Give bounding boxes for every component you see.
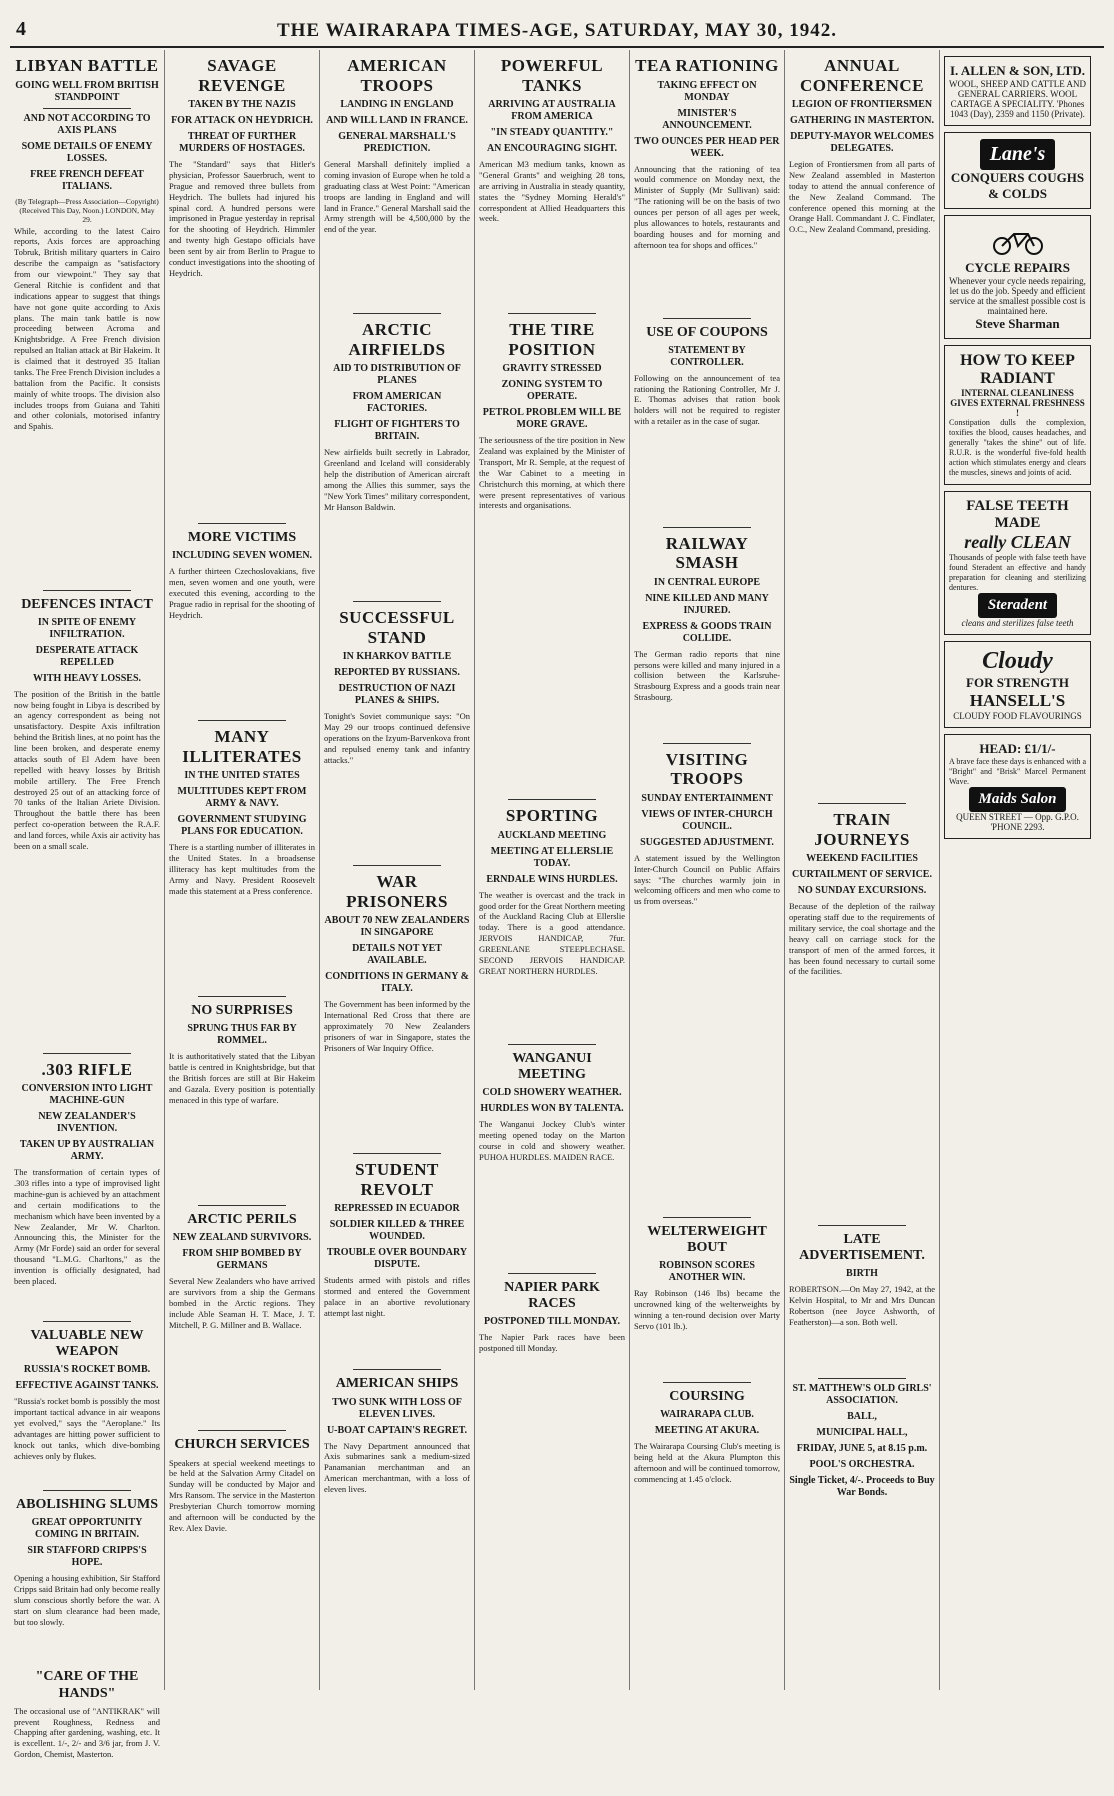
ad-text: A brave face these days is enhanced with a "Bright" and "Brisk" Marcel Permanent Wave. [949, 757, 1086, 786]
event-line: Single Ticket, 4/-. Proceeds to Buy War Bonds. [789, 1475, 935, 1499]
article-body: The Navy Department announced that Axis submarines sank a medium-sized Panamanian merchantman and an American merchantman, with a loss of eleven lives. [324, 1440, 470, 1495]
column-6 [785, 50, 940, 1690]
subhead: FROM AMERICAN FACTORIES. [352, 391, 442, 415]
subhead: IN KHARKOV BATTLE [342, 651, 452, 663]
headline: POWERFUL TANKS [500, 56, 604, 95]
subhead: INCLUDING SEVEN WOMEN. [171, 550, 313, 562]
headline: TRAIN JOURNEYS [814, 810, 910, 849]
subhead: PETROL PROBLEM WILL BE MORE GRAVE. [482, 407, 622, 431]
article-body: While, according to the latest Cairo reports, Axis forces are approaching Tobruk, British military quarters in Cairo describe the campaign as "satisfactory from our viewpoint." They say that General Ritchie is confident and that indications appear to suggest that things have not gone quite according to Axis plans. The main tank battle is now proceeding between Acroma and Knightsbridge. A Free French division repulsed an Italian attack at Bir Hakeim. It is claimed that it destroyed 35 Italian tanks. The Free French Division includes a battalion from the Pacific. It consists mainly of white troops. The division also includes troops from Guiana and Tahiti and other colonials, motorised infantry and Spahis. [14, 225, 160, 432]
ad-head: HEAD: £1/1/- [979, 741, 1056, 756]
divider [198, 996, 286, 997]
subhead: NINE KILLED AND MANY INJURED. [645, 592, 769, 616]
divider [353, 313, 441, 314]
subhead: ERNDALE WINS HURDLES. [486, 873, 618, 885]
subhead: ABOUT 70 NEW ZEALANDERS IN SINGAPORE [324, 915, 470, 939]
subhead: SUNDAY ENTERTAINMENT [641, 792, 773, 804]
ad-subtitle: INTERNAL CLEANLINESS GIVES EXTERNAL FRESHNESS ! [950, 388, 1085, 418]
subhead: SPRUNG THUS FAR BY ROMMEL. [187, 1023, 297, 1047]
headline: CHURCH SERVICES [174, 1437, 310, 1453]
headline: USE OF COUPONS [646, 324, 768, 340]
divider [198, 1205, 286, 1206]
headline: AMERICAN TROOPS [347, 56, 447, 95]
dateline: (By Telegraph—Press Association—Copyright) (Received This Day, Noon.) LONDON, May 29. [15, 196, 159, 224]
subhead: DESTRUCTION OF NAZI PLANES & SHIPS. [338, 683, 456, 707]
divider [508, 313, 596, 314]
subhead: MEETING AT AKURA. [654, 1425, 760, 1437]
headline: ARCTIC AIRFIELDS [348, 320, 446, 359]
steradent-ad [944, 491, 1091, 635]
subhead: THREAT OF FURTHER MURDERS OF HOSTAGES. [179, 131, 305, 155]
ad-name: Steve Sharman [975, 316, 1060, 331]
subhead: MINISTER'S ANNOUNCEMENT. [662, 107, 752, 131]
subhead: EXPRESS & GOODS TRAIN COLLIDE. [642, 620, 772, 644]
article-body: The German radio reports that nine persons were killed and many injured in a collision between the Karlsruhe-Strasbourg Express and a goods train near Strasbourg. [634, 648, 780, 703]
headline: VISITING TROOPS [665, 749, 749, 789]
subhead: LANDING IN ENGLAND [340, 99, 454, 111]
subhead: TAKING EFFECT ON MONDAY [657, 79, 757, 103]
headline: .303 RIFLE [41, 1059, 133, 1079]
divider [353, 1153, 441, 1154]
event-line: POOL'S ORCHESTRA. [809, 1459, 915, 1471]
bicycle-icon [988, 226, 1048, 256]
event-line: MUNICIPAL HALL, [816, 1427, 908, 1439]
article-body: The transformation of certain types of .303 rifles into a type of improvised light machine-gun is achieved by an attachment and certain modifications to the mechanism which have been invented by a New Zealander, Mr W. Charlton. Announcing this, the Minister for the Army (Mr Forde) said an order for several thousand "L.M.G. Charltons," as the invention is officially designated, had been placed. [14, 1167, 160, 1286]
subhead: FREE FRENCH DEFEAT ITALIANS. [30, 168, 144, 192]
subhead: GREAT OPPORTUNITY COMING IN BRITAIN. [31, 1517, 143, 1541]
divider [818, 1225, 906, 1226]
article-body: Following on the announcement of tea rationing the Rationing Controller, Mr J. E. Thomas advises that ration book holders will not be required to register with a retailer as in the case of sugar. [634, 372, 780, 427]
article-body: Ray Robinson (146 lbs) became the uncrowned king of the welterweights by winning a ten-round decision over Marty Servo (101 lb.). [634, 1288, 780, 1331]
subhead: COLD SHOWERY WEATHER. [482, 1086, 622, 1098]
subhead: CURTAILMENT OF SERVICE. [792, 869, 932, 881]
ad-subtitle: FOR STRENGTH [966, 675, 1069, 690]
divider [353, 865, 441, 866]
headline: DEFENCES INTACT [21, 596, 153, 612]
subhead: GENERAL MARSHALL'S PREDICTION. [338, 131, 456, 155]
subhead: GOVERNMENT STUDYING PLANS FOR EDUCATION. [177, 814, 307, 838]
headline: VALUABLE NEW WEAPON [30, 1328, 144, 1360]
ad-title: FALSE TEETH MADE [966, 498, 1069, 531]
headline: COURSING [669, 1389, 745, 1405]
subhead: AND WILL LAND IN FRANCE. [326, 115, 468, 127]
headline: "CARE OF THE HANDS" [35, 1669, 139, 1701]
subhead: U-BOAT CAPTAIN'S REGRET. [326, 1424, 468, 1436]
headline: TEA RATIONING [635, 56, 779, 75]
subhead: WAIRARAPA CLUB. [660, 1409, 754, 1421]
ad-text: Constipation dulls the complexion, toxifies the blood, causes headaches, and generally "takes the shine" out of life. R.U.R. is the wonderful five-fold health action which stimulates energy and clears the muscles, sinews and joints of acid. [949, 418, 1086, 477]
divider [818, 1378, 906, 1379]
column-1 [10, 50, 165, 1760]
article-body: It is authoritatively stated that the Libyan battle is centred in Knightsbridge, but that the British forces are still at Bir Hakeim and Gazala. Every position is potentially menaced in this type of warfare. [169, 1051, 315, 1105]
divider [43, 1490, 131, 1491]
column-5 [630, 50, 785, 1690]
ad-text: WOOL, SHEEP AND CATTLE AND GENERAL CARRIERS. WOOL CARTAGE A SPECIALITY. 'Phones 1043 (Day), 2359 and 1150 (Private). [949, 79, 1086, 119]
lanes-logo: Lane's [980, 139, 1056, 170]
article-body: The Government has been informed by the International Red Cross that there are approximately 70 New Zealanders prisoners of war in Singapore, states the Prisoners of War Inquiry Office. [324, 999, 470, 1053]
article-body: Legion of Frontiersmen from all parts of New Zealand assembled in Masterton today to attend the annual conference of the New Zealand Command. The conference opened this morning at the Orange Hall. Commandant J. C. Findlater, O.C., New Zealand Command, presiding. [789, 159, 935, 235]
subhead: TAKEN UP BY AUSTRALIAN ARMY. [19, 1139, 155, 1163]
subhead: TAKEN BY THE NAZIS [188, 99, 296, 111]
subhead: "IN STEADY QUANTITY." [490, 127, 614, 139]
subhead: GRAVITY STRESSED [502, 363, 602, 375]
subhead: CONVERSION INTO LIGHT MACHINE-GUN [21, 1083, 153, 1107]
allen-ad [944, 56, 1091, 126]
subhead: TWO SUNK WITH LOSS OF ELEVEN LIVES. [332, 1396, 462, 1420]
subhead: FOR ATTACK ON HEYDRICH. [171, 115, 313, 127]
subhead: REPORTED BY RUSSIANS. [334, 667, 460, 679]
divider [508, 799, 596, 800]
ad-tagline: CLOUDY FOOD FLAVOURINGS [953, 711, 1082, 721]
steradent-logo: Steradent [978, 593, 1057, 618]
subhead: IN CENTRAL EUROPE [653, 576, 761, 588]
subhead: NEW ZEALANDER'S INVENTION. [38, 1111, 136, 1135]
subhead: SIR STAFFORD CRIPPS'S HOPE. [27, 1545, 147, 1569]
subhead: SOLDIER KILLED & THREE WOUNDED. [329, 1219, 465, 1243]
subhead: GATHERING IN MASTERTON. [789, 115, 935, 127]
subhead: ARRIVING AT AUSTRALIA FROM AMERICA [488, 99, 616, 123]
newspaper-title: THE WAIRARAPA TIMES-AGE, SATURDAY, MAY 30, 1942. [276, 20, 838, 41]
headline: ARCTIC PERILS [187, 1212, 297, 1228]
article-body: There is a startling number of illiterates in the United States. In a broadsense illiteracy has kept multitudes from the Army and Navy. President Roosevelt made this statement at a Press conference. [169, 842, 315, 896]
headline: WAR PRISONERS [346, 872, 448, 911]
subhead: TROUBLE OVER BOUNDARY DISPUTE. [326, 1247, 468, 1271]
headline: NAPIER PARK RACES [504, 1279, 600, 1312]
divider [818, 803, 906, 804]
ad-title: CYCLE REPAIRS [965, 260, 1070, 275]
ad-text: CONQUERS COUGHS & COLDS [950, 170, 1085, 201]
ad-script: really CLEAN [964, 532, 1071, 552]
subhead: MULTITUDES KEPT FROM ARMY & NAVY. [177, 786, 307, 810]
headline: RAILWAY SMASH [665, 533, 749, 573]
article-body: The Wairarapa Coursing Club's meeting is being held at the Akura Plumpton this afternoon and will be continued tomorrow, commencing at 1.45 o'clock. [634, 1441, 780, 1484]
event-title: ST. MATTHEW'S OLD GIRLS' ASSOCIATION. [792, 1383, 932, 1407]
article-body: The "Standard" says that Hitler's physician, Professor Sauerbruch, went to Prague and removed three bullets from Heydrich. The bullets had injured his spinal cord. A hundred persons were imprisoned in Prague yesterday in reprisal for the shooting of Heydrich. Himmler and twenty high Gestapo officials have been sent by air from Berlin to Prague to conduct investigations into the shooting of Heydrich. [169, 159, 315, 278]
headline: THE TIRE POSITION [508, 320, 596, 359]
subhead: SUGGESTED ADJUSTMENT. [640, 836, 774, 848]
divider [663, 527, 751, 528]
subhead: ROBINSON SCORES ANOTHER WIN. [659, 1260, 755, 1284]
subhead: EFFECTIVE AGAINST TANKS. [15, 1380, 159, 1392]
subhead: BIRTH [846, 1268, 878, 1280]
subhead: MEETING AT ELLERSLIE TODAY. [490, 845, 614, 869]
ad-tagline: cleans and sterilizes false teeth [961, 618, 1074, 628]
divider [43, 1321, 131, 1322]
subhead: FROM SHIP BOMBED BY GERMANS [182, 1248, 302, 1272]
subhead: AUCKLAND MEETING [497, 829, 607, 841]
divider [663, 1382, 751, 1383]
article-body: Speakers at special weekend meetings to be held at the Salvation Army Citadel on Sunday will be conducted by Major and Mrs Ransom. The service in the Masterton Presbyterian Church tomorrow morning and afternoon will be conducted by the Rev. Alex Davie. [169, 1457, 315, 1533]
article-body: Students armed with pistols and rifles stormed and entered the Government palace in an abortive revolutionary attempt last night. [324, 1275, 470, 1319]
subhead: IN THE UNITED STATES [184, 770, 300, 782]
subhead: LEGION OF FRONTIERSMEN [791, 99, 933, 111]
article-body: The position of the British in the battle now being fought in Libya is described by an agency correspondent as being not unsatisfactory. Despite Axis infiltration behind the British lines, at no point has the line been broken, and desperate enemy attacks south of El Adem have been repelled with heavy losses by British mobile artillery. The Free French destroyed 25 out of an attacking force of 70 tanks of the Italian Ariete Division. Throughout the battle there has been perfect co-operation between the R.A.F. and land forces, while Axis air activity has been on a small scale. [14, 688, 160, 851]
headline: MORE VICTIMS [187, 530, 297, 546]
ad-text: Thousands of people with false teeth have found Steradent an effective and handy preparation for cleaning and sterilizing dentures. [949, 553, 1086, 592]
divider [43, 590, 131, 591]
article-body: The Wanganui Jockey Club's winter meeting opened today on the Marton course in cold and showery weather. PUHOA HURDLES. MAIDEN RACE. [479, 1118, 625, 1162]
subhead: WEEKEND FACILITIES [806, 853, 918, 865]
subhead: VIEWS OF INTER-CHURCH COUNCIL. [641, 808, 773, 832]
cycle-repairs-ad [944, 215, 1091, 339]
subhead: AN ENCOURAGING SIGHT. [486, 143, 618, 155]
article-body: A statement issued by the Wellington Inter-Church Council on Public Affairs says: "The churches warmly join in welcoming officers and men who come to us from overseas." [634, 852, 780, 907]
headline: WANGANUI MEETING [512, 1050, 592, 1082]
subhead: REPRESSED IN ECUADOR [334, 1203, 460, 1215]
event-line: FRIDAY, JUNE 5, at 8.15 p.m. [796, 1443, 928, 1455]
ad-address: QUEEN STREET — Opp. G.P.O. 'PHONE 2293. [956, 812, 1079, 832]
masthead [0, 0, 1114, 46]
divider [508, 1044, 596, 1045]
divider [663, 743, 751, 744]
subhead: POSTPONED TILL MONDAY. [483, 1316, 621, 1328]
article-body: "Russia's rocket bomb is possibly the most important tactical advance in air weapons yet evolved," says the "Aeroplane." Its advantages are hitting power sufficient to knock out tanks, which dive-bombing achieves only by flukes. [14, 1396, 160, 1461]
headline: ABOLISHING SLUMS [16, 1497, 158, 1513]
ad-text: Whenever your cycle needs repairing, let us do the job. Speedy and efficient service at the smallest possible cost is maintained here. [949, 276, 1086, 316]
lanes-emulsion-ad [944, 132, 1091, 209]
headline: STUDENT REVOLT [355, 1160, 439, 1199]
article-body: New airfields built secretly in Labrador, Greenland and Iceland will considerably help the distribution of American aircraft among the Allies this summer, says the "New York Times" military correspondent, Mr Hanson Baldwin. [324, 447, 470, 512]
article-body: Tonight's Soviet communique says: "On May 29 our troops continued defensive operations on the Izyum-Barvenkova front and repulsed enemy tank and infantry attacks." [324, 711, 470, 765]
divider [353, 1369, 441, 1370]
article-body: American M3 medium tanks, known as "General Grants" and weighing 28 tons, are arriving in Australia in steady quantity, states the "Sydney Morning Herald's" correspondent at Allied Headquarters this week. [479, 159, 625, 224]
headline: LATE ADVERTISEMENT. [799, 1232, 925, 1264]
headline: LIBYAN BATTLE [15, 56, 159, 75]
divider [198, 720, 286, 721]
column-7-ads [940, 50, 1095, 1690]
rur-ad [944, 345, 1091, 485]
subhead: NO SUNDAY EXCURSIONS. [797, 885, 927, 897]
divider [508, 1273, 596, 1274]
subhead: ZONING SYSTEM TO OPERATE. [501, 379, 603, 403]
subhead: GOING WELL FROM BRITISH STANDPOINT [15, 79, 159, 103]
ad-title: HOW TO KEEP RADIANT [960, 352, 1075, 387]
column-2 [165, 50, 320, 1690]
divider [198, 523, 286, 524]
hansells-ad [944, 641, 1091, 728]
ad-brand: HANSELL'S [969, 691, 1066, 710]
article-body: Announcing that the rationing of tea would commence on Monday next, the Minister of Supply (Mr Sullivan) said: "The rationing will be on the basis of two ounces per person of all ages per week, plus allowances to hotels, restaurants and boarding houses and for morning and afternoon tea for shops and offices." [634, 163, 780, 250]
headline: AMERICAN SHIPS [335, 1376, 459, 1392]
ad-name: I. ALLEN & SON, LTD. [950, 63, 1085, 78]
article-body: The occasional use of "ANTIKRAK" will prevent Roughness, Redness and Chapping after gardening, washing, etc. It is excellent. 1/-, 2/- and 3/6 jar, from J. V. Gordon, Chemist, Masterton. [14, 1705, 160, 1760]
subhead: TWO OUNCES PER HEAD PER WEEK. [634, 135, 780, 159]
subhead: FLIGHT OF FIGHTERS TO BRITAIN. [334, 419, 460, 443]
headline: SUCCESSFUL STAND [339, 608, 455, 647]
headline: SAVAGE REVENGE [198, 56, 286, 95]
headline: SPORTING [505, 806, 599, 826]
headline: ANNUAL CONFERENCE [799, 56, 924, 95]
ad-title: Cloudy [982, 648, 1053, 674]
headline: WELTERWEIGHT BOUT [647, 1223, 767, 1255]
divider [198, 1430, 286, 1431]
subhead: NEW ZEALAND SURVIVORS. [172, 1232, 312, 1244]
article-body: General Marshall definitely implied a coming invasion of Europe when he told a graduating class at West Point: "American troops are landing in England and will land in France." General Marshall said the Army strength will be 4,500,000 by the end of the year. [324, 159, 470, 235]
headline: NO SURPRISES [191, 1003, 293, 1019]
divider [663, 318, 751, 319]
subhead: IN SPITE OF ENEMY INFILTRATION. [37, 616, 137, 640]
column-3 [320, 50, 475, 1690]
subhead: RUSSIA'S ROCKET BOMB. [23, 1364, 151, 1376]
subhead: AID TO DISTRIBUTION OF PLANES [333, 363, 461, 387]
divider [43, 108, 131, 109]
divider [353, 601, 441, 602]
subhead: DESPERATE ATTACK REPELLED [35, 644, 139, 668]
divider [43, 1053, 131, 1054]
subhead: DEPUTY-MAYOR WELCOMES DELEGATES. [790, 131, 934, 155]
divider [663, 1217, 751, 1218]
article-body: ROBERTSON.—On May 27, 1942, at the Kelvin Hospital, to Mr and Mrs Duncan Robertson (nee Joyce Ashworth, of Featherston)—a son. Both well. [789, 1284, 935, 1327]
column-4 [475, 50, 630, 1690]
article-body: The Napier Park races have been postponed till Monday. [479, 1332, 625, 1353]
headline: MANY ILLITERATES [182, 727, 302, 766]
subhead: HURDLES WON BY TALENTA. [480, 1102, 624, 1114]
article-body: The weather is overcast and the track in good order for the Great Northern meeting of the Auckland Racing Club at Ellerslie today. There is a good attendance. JERVOIS HANDICAP, 7fur. GREENLANE STEEPLECHASE. SECOND JERVOIS HANDICAP. GREAT NORTHERN HURDLES. [479, 889, 625, 976]
subhead: AND NOT ACCORDING TO AXIS PLANS [23, 112, 151, 136]
columns [10, 50, 1104, 1760]
maids-salon-logo: Maids Salon [969, 787, 1067, 812]
page-number: 4 [16, 18, 26, 40]
event-line: BALL, [847, 1411, 877, 1423]
subhead: CONDITIONS IN GERMANY & ITALY. [325, 971, 469, 995]
article-body: The seriousness of the tire position in New Zealand was explained by the Minister of Transport, Mr R. Semple, at the request of the War Cabinet to a meeting in Christchurch this morning, at which there were present representatives of various interests and organisations. [479, 435, 625, 511]
subhead: DETAILS NOT YET AVAILABLE. [352, 943, 442, 967]
article-body: Because of the depletion of the railway operating staff due to the requirements of military service, the coal shortage and the heavy call on carriage stock for the transport of men of the armed forces, it has been found necessary to curtail some of the facilities. [789, 901, 935, 977]
subhead: WITH HEAVY LOSSES. [32, 672, 142, 684]
article-body: Opening a housing exhibition, Sir Stafford Cripps said Britain had only become really slum conscious shortly before the war. A start on slum clearance had been made, but too slowly. [14, 1573, 160, 1627]
subhead: SOME DETAILS OF ENEMY LOSSES. [21, 140, 153, 164]
article-body: A further thirteen Czechoslovakians, five men, seven women and one youth, were executed this evening, according to the Prague radio in reprisal for the shooting of Heydrich. [169, 566, 315, 620]
subhead: STATEMENT BY CONTROLLER. [668, 344, 746, 368]
maids-salon-ad [944, 734, 1091, 839]
masthead-rule [10, 46, 1104, 48]
article-body: Several New Zealanders who have arrived are survivors from a ship the Germans bombed in the Arctic regions. They include Able Seaman H. T. Mace, J. T. Mitchell, P. G. Millner and B. Wallace. [169, 1276, 315, 1330]
